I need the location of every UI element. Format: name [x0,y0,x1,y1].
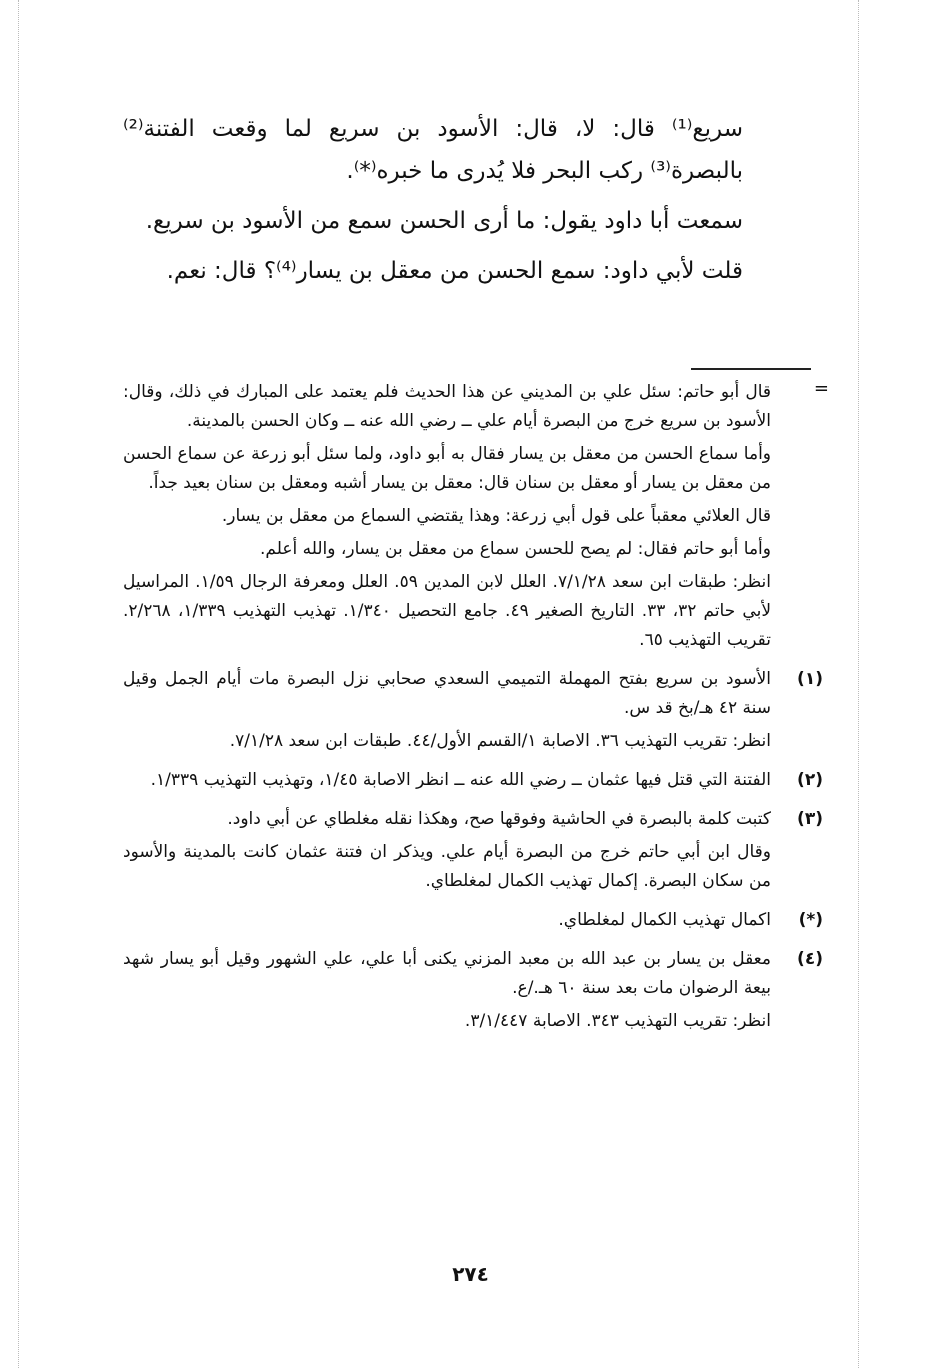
footnote-separator [691,368,811,370]
footnote-number: (*) [798,910,823,930]
footnote-paragraph: انظر: تقريب التهذيب ٣٤٣. الاصابة ٣/١/٤٤٧. [464,1011,771,1031]
main-text [123,108,743,298]
footnote-paragraph: انظر: تقريب التهذيب ٣٦. الاصابة ١/القسم الأول/٤٤. طبقات ابن سعد ٧/١/٢٨. [229,731,771,751]
footnote-number-empty [771,378,823,659]
footnote-paragraph: وقال ابن أبي حاتم خرج من البصرة أيام علي. ويذكر ان فتنة عثمان كانت بالمدينة والأسود من سكان البصرة. إكمال تهذيب الكمال لمغلطاي. [123,842,771,891]
footnote-number: (٣) [797,809,823,829]
footnote-2 [123,766,823,799]
footnote-paragraph: وأما سماع الحسن من معقل بن يسار فقال به أبو داود، ولما سئل أبو زرعة عن سماع الحسن من معقل بن يسار أو معقل بن سنان قال: معقل بن يسار أشبه ومعقل بن سنان بعيد جداً. [123,444,771,493]
footnote-paragraph: الأسود بن سريع بفتح المهملة التميمي السعدي صحابي نزل البصرة مات أيام الجمل وقيل سنة ٤٢ هـ/بخ قد س. [123,669,771,718]
footnote-paragraph: وأما أبو حاتم فقال: لم يصح للحسن سماع من معقل بن يسار، والله أعلم. [260,539,771,559]
page-number: ٢٧٤ [452,1262,489,1286]
footnote-4 [123,945,823,1040]
footnote-paragraph: انظر: طبقات ابن سعد ٧/١/٢٨. العلل لابن المدين ٥٩. العلل ومعرفة الرجال ١/٥٩. المراسيل لأبي حاتم ٣٢، ٣٣. التاريخ الصغير ٤٩. جامع التحصيل ١/٣٤٠. تهذيب التهذيب ١/٣٣٩، ٢/٢٦٨. تقريب التهذيب ٦٥. [123,572,772,650]
footnote-star [123,906,823,939]
footnote-paragraph: قال العلائي معقباً على قول أبي زرعة: وهذا يقتضي السماع من معقل بن يسار. [221,506,771,526]
footnote-paragraph: كتبت كلمة بالبصرة في الحاشية وفوقها صح، وهكذا نقله مغلطاي عن أبي داود. [227,809,771,829]
footnote-number: (١) [797,669,823,689]
footnote-1 [123,665,823,760]
main-paragraph: سمعت أبا داود يقول: ما أرى الحسن سمع من الأسود بن سريع. [145,208,743,234]
footnote-3 [123,805,823,900]
footnote-paragraph: معقل بن يسار بن عبد الله بن معبد المزني يكنى أبا علي، علي الشهور وقيل أبو يسار شهد بيعة الرضوان مات بعد سنة ٦٠ هـ./ع. [123,949,771,998]
footnote-continuation [123,378,823,659]
continuation-mark: = [813,378,829,399]
main-paragraph: قلت لأبي داود: سمع الحسن من معقل بن يسار⁽⁴⁾؟ قال: نعم. [166,258,743,284]
margin-line-left [18,0,20,1368]
footnote-paragraph: الفتنة التي قتل فيها عثمان ــ رضي الله عنه ــ انظر الاصابة ١/٤٥، وتهذيب التهذيب ١/٣٣٩. [150,770,771,790]
margin-line-right [858,0,860,1368]
footnote-number: (٤) [797,949,823,969]
footnote-paragraph: اكمال تهذيب الكمال لمغلطاي. [558,910,771,930]
footnote-paragraph: قال أبو حاتم: سئل علي بن المديني عن هذا الحديث فلم يعتمد على المبارك في ذلك، وقال: الأسود بن سريع خرج من البصرة أيام علي ــ رضي الله عنه ــ وكان الحسن بالمدينة. [123,382,771,431]
footnotes [123,378,823,1046]
footnote-number: (٢) [797,770,823,790]
main-paragraph: سريع⁽¹⁾ قال: لا، قال: الأسود بن سريع لما وقعت الفتنة⁽²⁾ بالبصرة⁽³⁾ ركب البحر فلا يُدرى ما خبره⁽*⁾. [123,116,743,184]
